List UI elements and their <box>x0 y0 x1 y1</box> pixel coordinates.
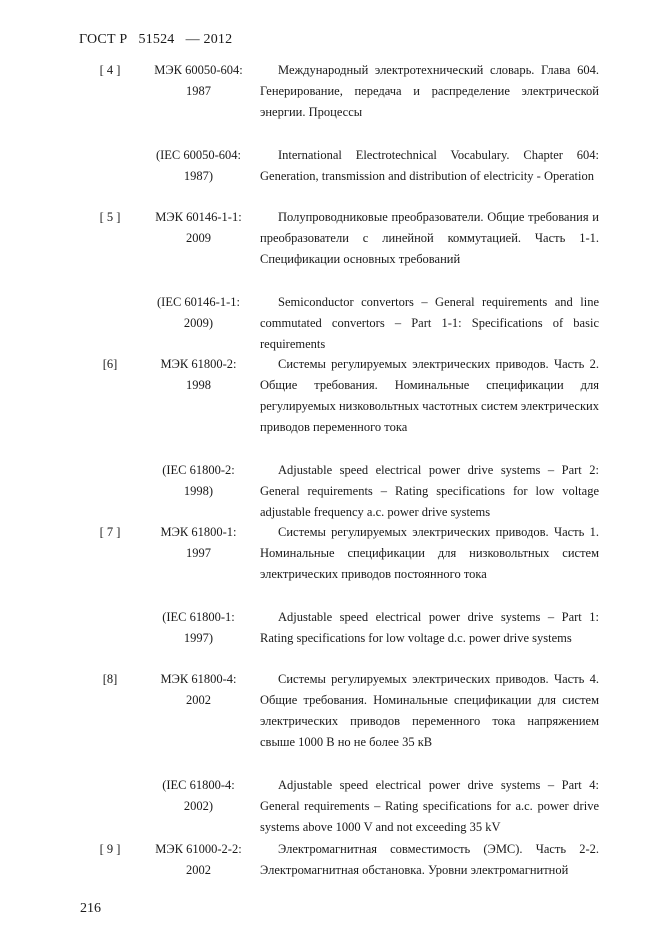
reference-number: [ 5 ] <box>99 210 121 224</box>
standard-title: Системы регулируемых электрических приводов. Часть 1. Номинальные спецификации для низковольтных систем электрических приводов постоянного тока <box>260 525 599 581</box>
reference-number: [6] <box>102 357 118 371</box>
standard-designation: (IEC 61800-1: 1997) <box>162 610 235 645</box>
standard-designation: МЭК 60050-604: 1987 <box>154 63 243 98</box>
standard-title: Adjustable speed electrical power drive systems – Part 2: General requirements – Rating specifications for low voltage adjustable frequency a.c. power drive systems <box>260 463 599 519</box>
standard-title: Adjustable speed electrical power drive systems – Part 4: General requirements – Rating specifications for a.c. power drive systems above 1000 V and not exceeding 35 kV <box>260 778 599 834</box>
standard-title: Электромагнитная совместимость (ЭМС). Часть 2-2. Электромагнитная обстановка. Уровни электромагнитной <box>260 842 599 877</box>
reference-number: [8] <box>102 672 118 686</box>
standard-title: Adjustable speed electrical power drive systems – Part 1: Rating specifications for low voltage d.c. power drive systems <box>260 610 599 645</box>
standard-designation: МЭК 61800-4: 2002 <box>160 672 237 707</box>
standard-title: Полупроводниковые преобразователи. Общие требования и преобразователи с линейной коммутацией. Часть 1-1. Спецификации основных требований <box>260 210 599 266</box>
standard-title: Semiconductor convertors – General requirements and line commutated convertors – Part 1-1: Specifications of basic requirements <box>260 295 599 351</box>
reference-number: [ 9 ] <box>99 842 121 856</box>
standard-title: Системы регулируемых электрических приводов. Часть 4. Общие требования. Номинальные спецификации для систем электрических приводов переменного тока напряжением свыше 1000 В но не более 35 кВ <box>260 672 599 749</box>
standard-designation: (IEC 61800-2: 1998) <box>162 463 235 498</box>
page-number: 216 <box>80 901 101 916</box>
standard-title: Международный электротехнический словарь. Глава 604. Генерирование, передача и распределение электрической энергии. Процессы <box>260 63 599 119</box>
standard-designation: МЭК 61000-2-2: 2002 <box>155 842 242 877</box>
page-header: ГОСТ Р 51524 — 2012 <box>79 32 233 47</box>
reference-number: [ 7 ] <box>99 525 121 539</box>
standard-designation: МЭК 61800-2: 1998 <box>160 357 237 392</box>
standard-title: Системы регулируемых электрических приводов. Часть 2. Общие требования. Номинальные спецификации для регулируемых низковольтных частотных систем электрических приводов переменного тока <box>260 357 599 434</box>
standard-designation: (IEC 61800-4: 2002) <box>162 778 235 813</box>
reference-number: [ 4 ] <box>99 63 121 77</box>
standard-title: International Electrotechnical Vocabulary. Chapter 604: Generation, transmission and distribution of electricity - Operation <box>260 148 599 183</box>
standard-designation: МЭК 60146-1-1: 2009 <box>155 210 242 245</box>
standard-designation: (IEC 60146-1-1: 2009) <box>157 295 240 330</box>
standard-designation: МЭК 61800-1: 1997 <box>160 525 237 560</box>
standard-designation: (IEC 60050-604: 1987) <box>155 148 242 183</box>
